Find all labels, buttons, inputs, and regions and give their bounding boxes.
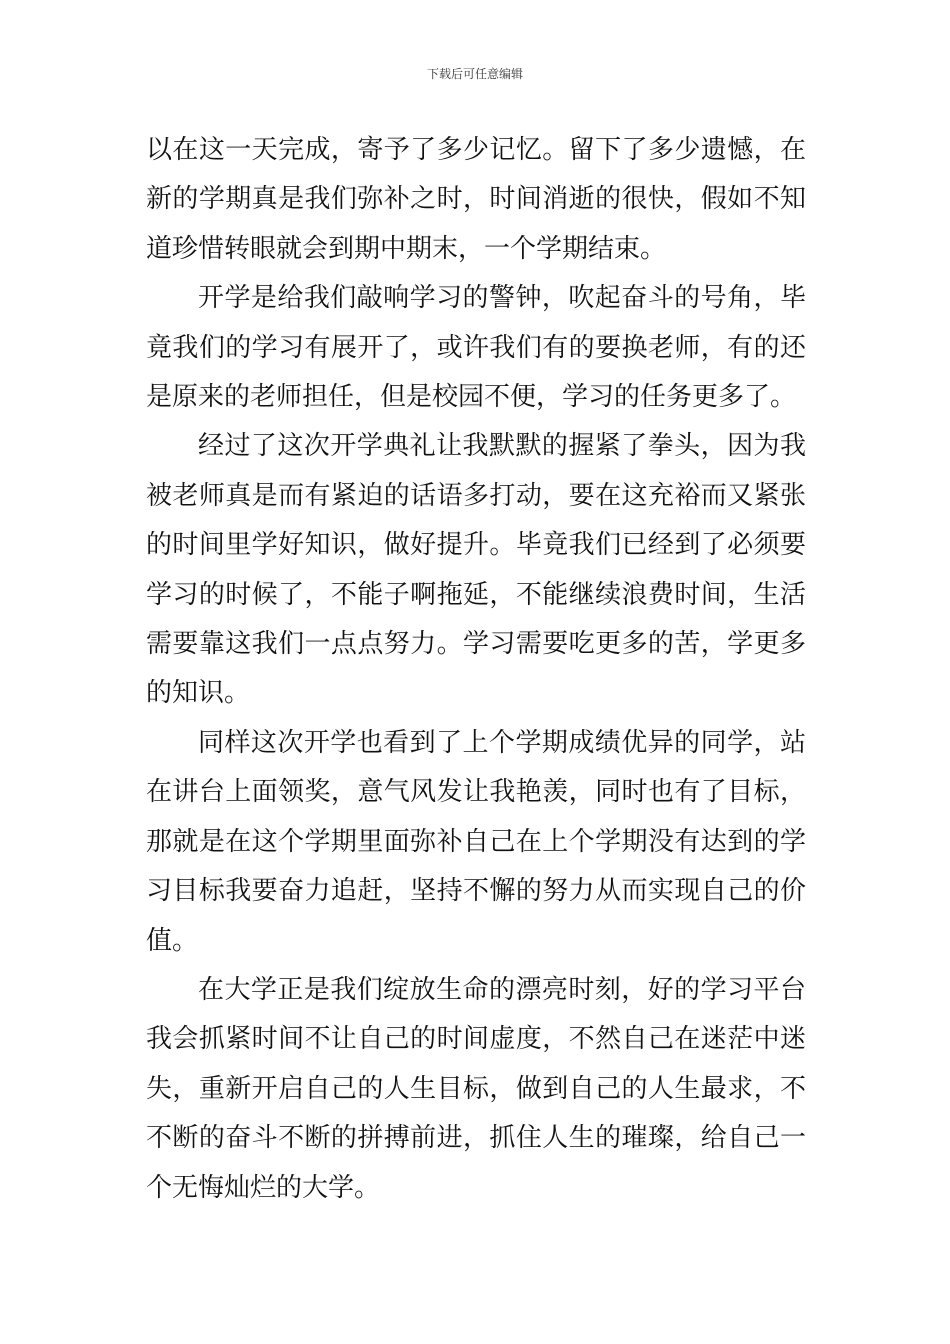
paragraph-3: 经过了这次开学典礼让我默默的握紧了拳头，因为我被老师真是而有紧迫的话语多打动，要在这充裕而又紧张的时间里学好知识，做好提升。毕竟我们已经到了必须要学习的时候了，不能子啊拖延，不能继续浪费时间，生活需要靠这我们一点点努力。学习需要吃更多的苦，学更多的知识。: [146, 431, 806, 709]
page-header: 下载后可任意编辑: [426, 67, 523, 81]
paragraph-2: 开学是给我们敲响学习的警钟，吹起奋斗的号角，毕竟我们的学习有展开了，或许我们有的要换老师，有的还是原来的老师担任，但是校园不便，学习的任务更多了。: [146, 283, 806, 413]
document-body: [146, 126, 806, 1213]
paragraph-1: 以在这一天完成，寄予了多少记忆。留下了多少遗憾，在新的学期真是我们弥补之时，时间消逝的很快，假如不知道珍惜转眼就会到期中期末，一个学期结束。: [146, 135, 806, 264]
paragraph-5: 在大学正是我们绽放生命的漂亮时刻，好的学习平台我会抓紧时间不让自己的时间虚度，不然自己在迷茫中迷失，重新开启自己的人生目标，做到自己的人生最求，不不断的奋斗不断的拼搏前进，抓住人生的璀璨，给自己一个无悔灿烂的大学。: [146, 974, 806, 1203]
paragraph-4: 同样这次开学也看到了上个学期成绩优异的同学，站在讲台上面领奖，意气风发让我艳羡，同时也有了目标，那就是在这个学期里面弥补自己在上个学期没有达到的学习目标我要奋力追赶，坚持不懈的努力从而实现自己的价值。: [146, 727, 806, 956]
